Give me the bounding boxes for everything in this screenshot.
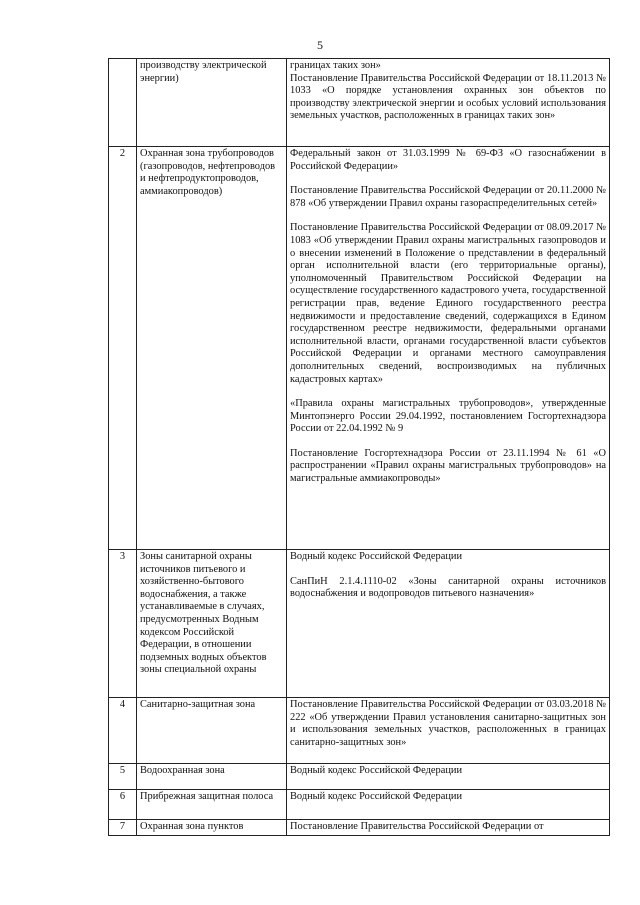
zones-table	[108, 58, 610, 836]
zone-name: Охранная зона трубопроводов (газопроводов, нефтепроводов и нефтепродуктопроводов, аммиакопроводов)	[137, 147, 287, 550]
legal-doc: Постановление Госгортехнадзора России от 23.11.1994 № 61 «О распространении «Правил охраны магистральных трубопроводов» на магистральные аммиакопроводы»	[290, 447, 606, 485]
table-row	[109, 790, 610, 820]
row-number: 3	[109, 550, 137, 698]
legal-doc: Постановление Правительства Российской Федерации от	[290, 821, 544, 832]
row-number: 2	[109, 147, 137, 550]
table-row	[109, 820, 610, 836]
zone-name: Прибрежная защитная полоса	[137, 790, 287, 820]
legal-doc: Федеральный закон от 31.03.1999 № 69-ФЗ «О газоснабжении в Российской Федерации»	[290, 148, 606, 172]
zone-name: Санитарно-защитная зона	[137, 698, 287, 764]
row-number: 6	[109, 790, 137, 820]
legal-doc: Водный кодекс Российской Федерации	[290, 551, 463, 562]
legal-doc: границах таких зон»	[290, 60, 381, 71]
legal-doc: Водный кодекс Российской Федерации	[290, 791, 463, 802]
row-number: 4	[109, 698, 137, 764]
legal-doc: Постановление Правительства Российской Федерации от 20.11.2000 № 878 «Об утверждении Правил охраны газораспределительных сетей»	[290, 185, 606, 209]
legal-docs	[287, 764, 610, 790]
legal-doc: СанПиН 2.1.4.1110-02 «Зоны санитарной охраны источников водоснабжения и водопроводов питьевого назначения»	[290, 575, 606, 600]
legal-doc: Водный кодекс Российской Федерации	[290, 765, 463, 776]
legal-docs	[287, 147, 610, 550]
zone-name: Водоохранная зона	[137, 764, 287, 790]
legal-doc: Постановление Правительства Российской Федерации от 03.03.2018 № 222 «Об утверждении Правил установления санитарно-защитных зон и использования земельных участков, расположенных в границах санитарно-защитных зон»	[290, 699, 606, 748]
table-row	[109, 59, 610, 147]
table-row	[109, 764, 610, 790]
row-number: 5	[109, 764, 137, 790]
legal-doc: Постановление Правительства Российской Федерации от 08.09.2017 № 1083 «Об утверждении Правил охраны магистральных газопроводов и о внесении изменений в Положение о представлении в федеральный орган исполнительной власти (его территориальные органы), уполномоченный Правительством Российской Федерации на осуществление государственного кадастрового учета, государственной регистрации прав, ведение Единого государственного реестра недвижимости и предоставление сведений, содержащихся в Едином государственном реестре недвижимости, федеральными органами исполнительной власти, органами государственной власти субъектов Российской Федерации и органами местного самоуправления дополнительных сведений, воспроизводимых на публичных кадастровых картах»	[290, 222, 606, 385]
zone-name: Зоны санитарной охраны источников питьевого и хозяйственно-бытового водоснабжения, а также устанавливаемые в случаях, предусмотренных Водным кодексом Российской Федерации, в отношении подземных водных объектов зоны специальной охраны	[137, 550, 287, 698]
zone-name: Охранная зона пунктов	[137, 820, 287, 836]
row-number	[109, 59, 137, 147]
page-number: 5	[317, 38, 323, 52]
zone-name: производству электрической энергии)	[137, 59, 287, 147]
legal-docs	[287, 790, 610, 820]
legal-docs	[287, 59, 610, 147]
table-row	[109, 147, 610, 550]
legal-doc: Постановление Правительства Российской Федерации от 18.11.2013 № 1033 «О порядке установления охранных зон объектов по производству электрической энергии и особых условий использования земельных участков, расположенных в границах таких зон»	[290, 72, 606, 122]
legal-docs	[287, 698, 610, 764]
row-number: 7	[109, 820, 137, 836]
legal-docs	[287, 550, 610, 698]
legal-docs	[287, 820, 610, 836]
table-row	[109, 698, 610, 764]
table-row	[109, 550, 610, 698]
legal-doc: «Правила охраны магистральных трубопроводов», утвержденные Минтопэнерго России 29.04.1992, постановлением Госгортехнадзора России от 22.04.1992 № 9	[290, 398, 606, 435]
